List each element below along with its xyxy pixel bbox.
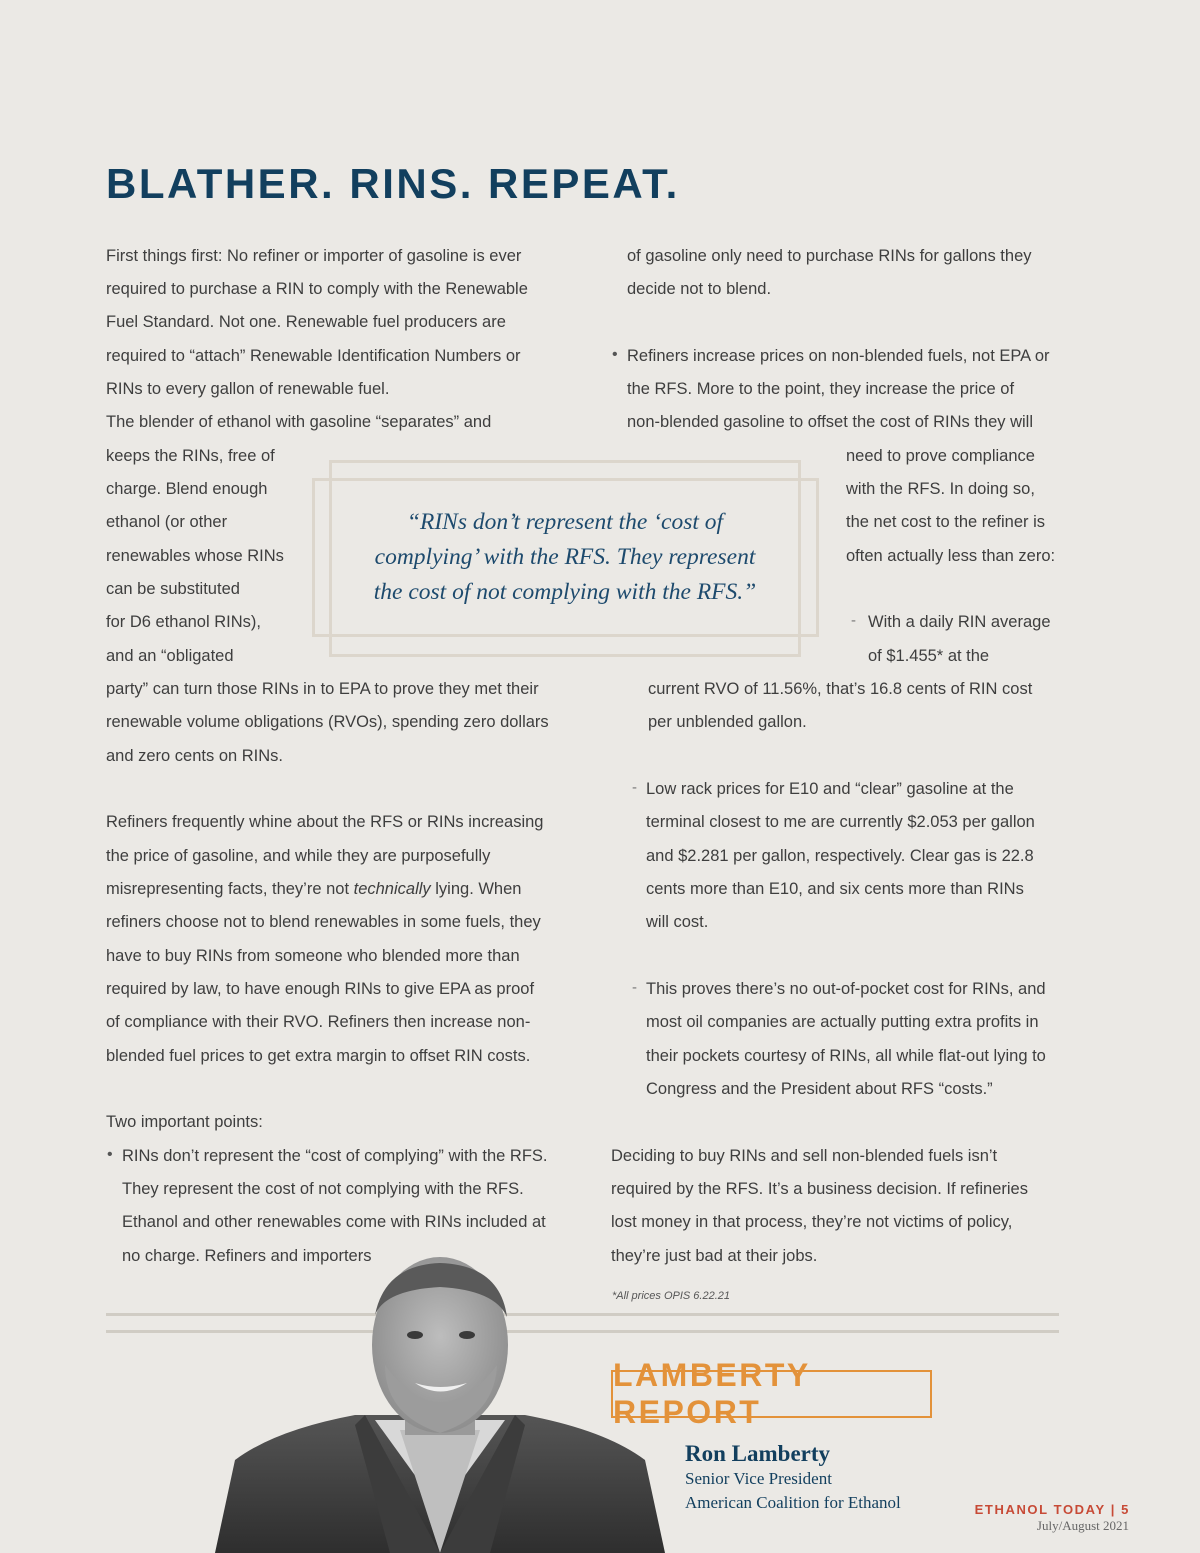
body-line: Refiners frequently whine about the RFS or RINs increasing (106, 813, 544, 831)
body-line: for D6 ethanol RINs), (106, 613, 261, 631)
column-label-box (611, 1357, 932, 1430)
dash-line: Low rack prices for E10 and “clear” gasoline at the (646, 780, 1014, 798)
column-label: LAMBERTY REPORT (613, 1357, 811, 1430)
body-text: misrepresenting facts, they’re not (106, 880, 354, 898)
body-line: Deciding to buy RINs and sell non-blended fuels isn’t (611, 1147, 998, 1165)
body-line: of compliance with their RVO. Refiners then increase non- (106, 1013, 531, 1031)
body-line: have to buy RINs from someone who blended more than (106, 947, 520, 965)
dash-line: current RVO of 11.56%, that’s 16.8 cents of RIN cost (648, 680, 1033, 698)
footer-issue-date: July/August 2021 (1036, 1518, 1129, 1533)
dash-line: With a daily RIN average (868, 613, 1051, 631)
body-line: and zero cents on RINs. (106, 747, 284, 765)
bullet-line: They represent the cost of not complying with the RFS. (122, 1180, 524, 1198)
body-line: can be substituted (106, 580, 240, 598)
body-line: the price of gasoline, and while they are purposefully (106, 847, 491, 865)
bullet-line: Ethanol and other renewables come with RINs included at (122, 1213, 546, 1231)
body-line: renewable volume obligations (RVOs), spending zero dollars (106, 713, 549, 731)
body-line: decide not to blend. (627, 280, 772, 298)
pullquote-line: “RINs don’t represent the ‘cost of (406, 509, 724, 535)
body-line: required to “attach” Renewable Identification Numbers or (106, 347, 521, 365)
article-title: BLATHER. RINS. REPEAT. (106, 160, 680, 207)
dash-line: of $1.455* at the (868, 647, 990, 665)
bullet-marker: • (612, 346, 618, 363)
body-line: Fuel Standard. Not one. Renewable fuel producers are (106, 313, 506, 331)
body-line: required to purchase a RIN to comply with the Renewable (106, 280, 528, 298)
bullet-line: RINs don’t represent the “cost of complying” with the RFS. (122, 1147, 548, 1165)
bullet-line: with the RFS. In doing so, (846, 480, 1035, 498)
bullet-line: non-blended gasoline to offset the cost of RINs they will (627, 413, 1034, 431)
dash-marker: - (632, 979, 637, 996)
dash-line: most oil companies are actually putting extra profits in (646, 1013, 1039, 1031)
body-text: lying. When (430, 880, 522, 898)
body-line: The blender of ethanol with gasoline “separates” and (106, 413, 492, 431)
bullet-line: the RFS. More to the point, they increase the price of (627, 380, 1015, 398)
dash-line: and $2.281 per gallon, respectively. Clear gas is 22.8 (646, 847, 1034, 865)
footnote: *All prices OPIS 6.22.21 (612, 1290, 731, 1302)
body-line: and an “obligated (106, 647, 234, 665)
body-line: required by law, to have enough RINs to give EPA as proof (106, 980, 535, 998)
body-line: of gasoline only need to purchase RINs for gallons they (627, 247, 1032, 265)
dash-line: will cost. (646, 913, 709, 931)
dash-line: cents more than E10, and six cents more than RINs (646, 880, 1024, 898)
pullquote-line: complying’ with the RFS. They represent (374, 544, 756, 570)
author-title: Senior Vice President (685, 1469, 832, 1488)
bullet-line: need to prove compliance (846, 447, 1035, 465)
dash-line: per unblended gallon. (648, 713, 807, 731)
author-organization: American Coalition for Ethanol (685, 1493, 901, 1512)
dash-line: Congress and the President about RFS “costs.” (646, 1080, 993, 1098)
bullet-line: often actually less than zero: (846, 547, 1056, 565)
body-line: they’re just bad at their jobs. (611, 1247, 818, 1265)
author-portrait (215, 1255, 665, 1553)
body-line: renewables whose RINs (106, 547, 284, 565)
body-line: refiners choose not to blend renewables in some fuels, they (106, 913, 541, 931)
body-line (106, 879, 521, 899)
emphasis-text: technically (353, 880, 431, 898)
bullet-line: Refiners increase prices on non-blended fuels, not EPA or (627, 347, 1050, 365)
footer-magazine-page: ETHANOL TODAY | 5 (974, 1502, 1130, 1517)
dash-line: their pockets courtesy of RINs, all while flat-out lying to (646, 1047, 1046, 1065)
body-line: required by the RFS. It’s a business decision. If refineries (611, 1180, 1028, 1198)
body-line: RINs to every gallon of renewable fuel. (106, 380, 390, 398)
body-line: First things first: No refiner or importer of gasoline is ever (106, 247, 522, 265)
bullet-line: the net cost to the refiner is (846, 513, 1046, 531)
body-line: Two important points: (106, 1113, 263, 1131)
bullet-line: no charge. Refiners and importers (122, 1247, 372, 1265)
body-line: keeps the RINs, free of (106, 447, 275, 465)
body-line: blended fuel prices to get extra margin to offset RIN costs. (106, 1047, 531, 1065)
bullet-marker: • (107, 1146, 113, 1163)
body-line: charge. Blend enough (106, 480, 268, 498)
author-name: Ron Lamberty (685, 1441, 831, 1466)
dash-marker: - (851, 612, 856, 629)
dash-line: terminal closest to me are currently $2.053 per gallon (646, 813, 1035, 831)
body-line: party” can turn those RINs in to EPA to prove they met their (106, 680, 539, 698)
body-line: ethanol (or other (106, 513, 228, 531)
dash-marker: - (632, 779, 637, 796)
pullquote-line: the cost of not complying with the RFS.” (373, 579, 757, 605)
body-line: lost money in that process, they’re not victims of policy, (611, 1213, 1013, 1231)
dash-line: This proves there’s no out-of-pocket cost for RINs, and (646, 980, 1046, 998)
